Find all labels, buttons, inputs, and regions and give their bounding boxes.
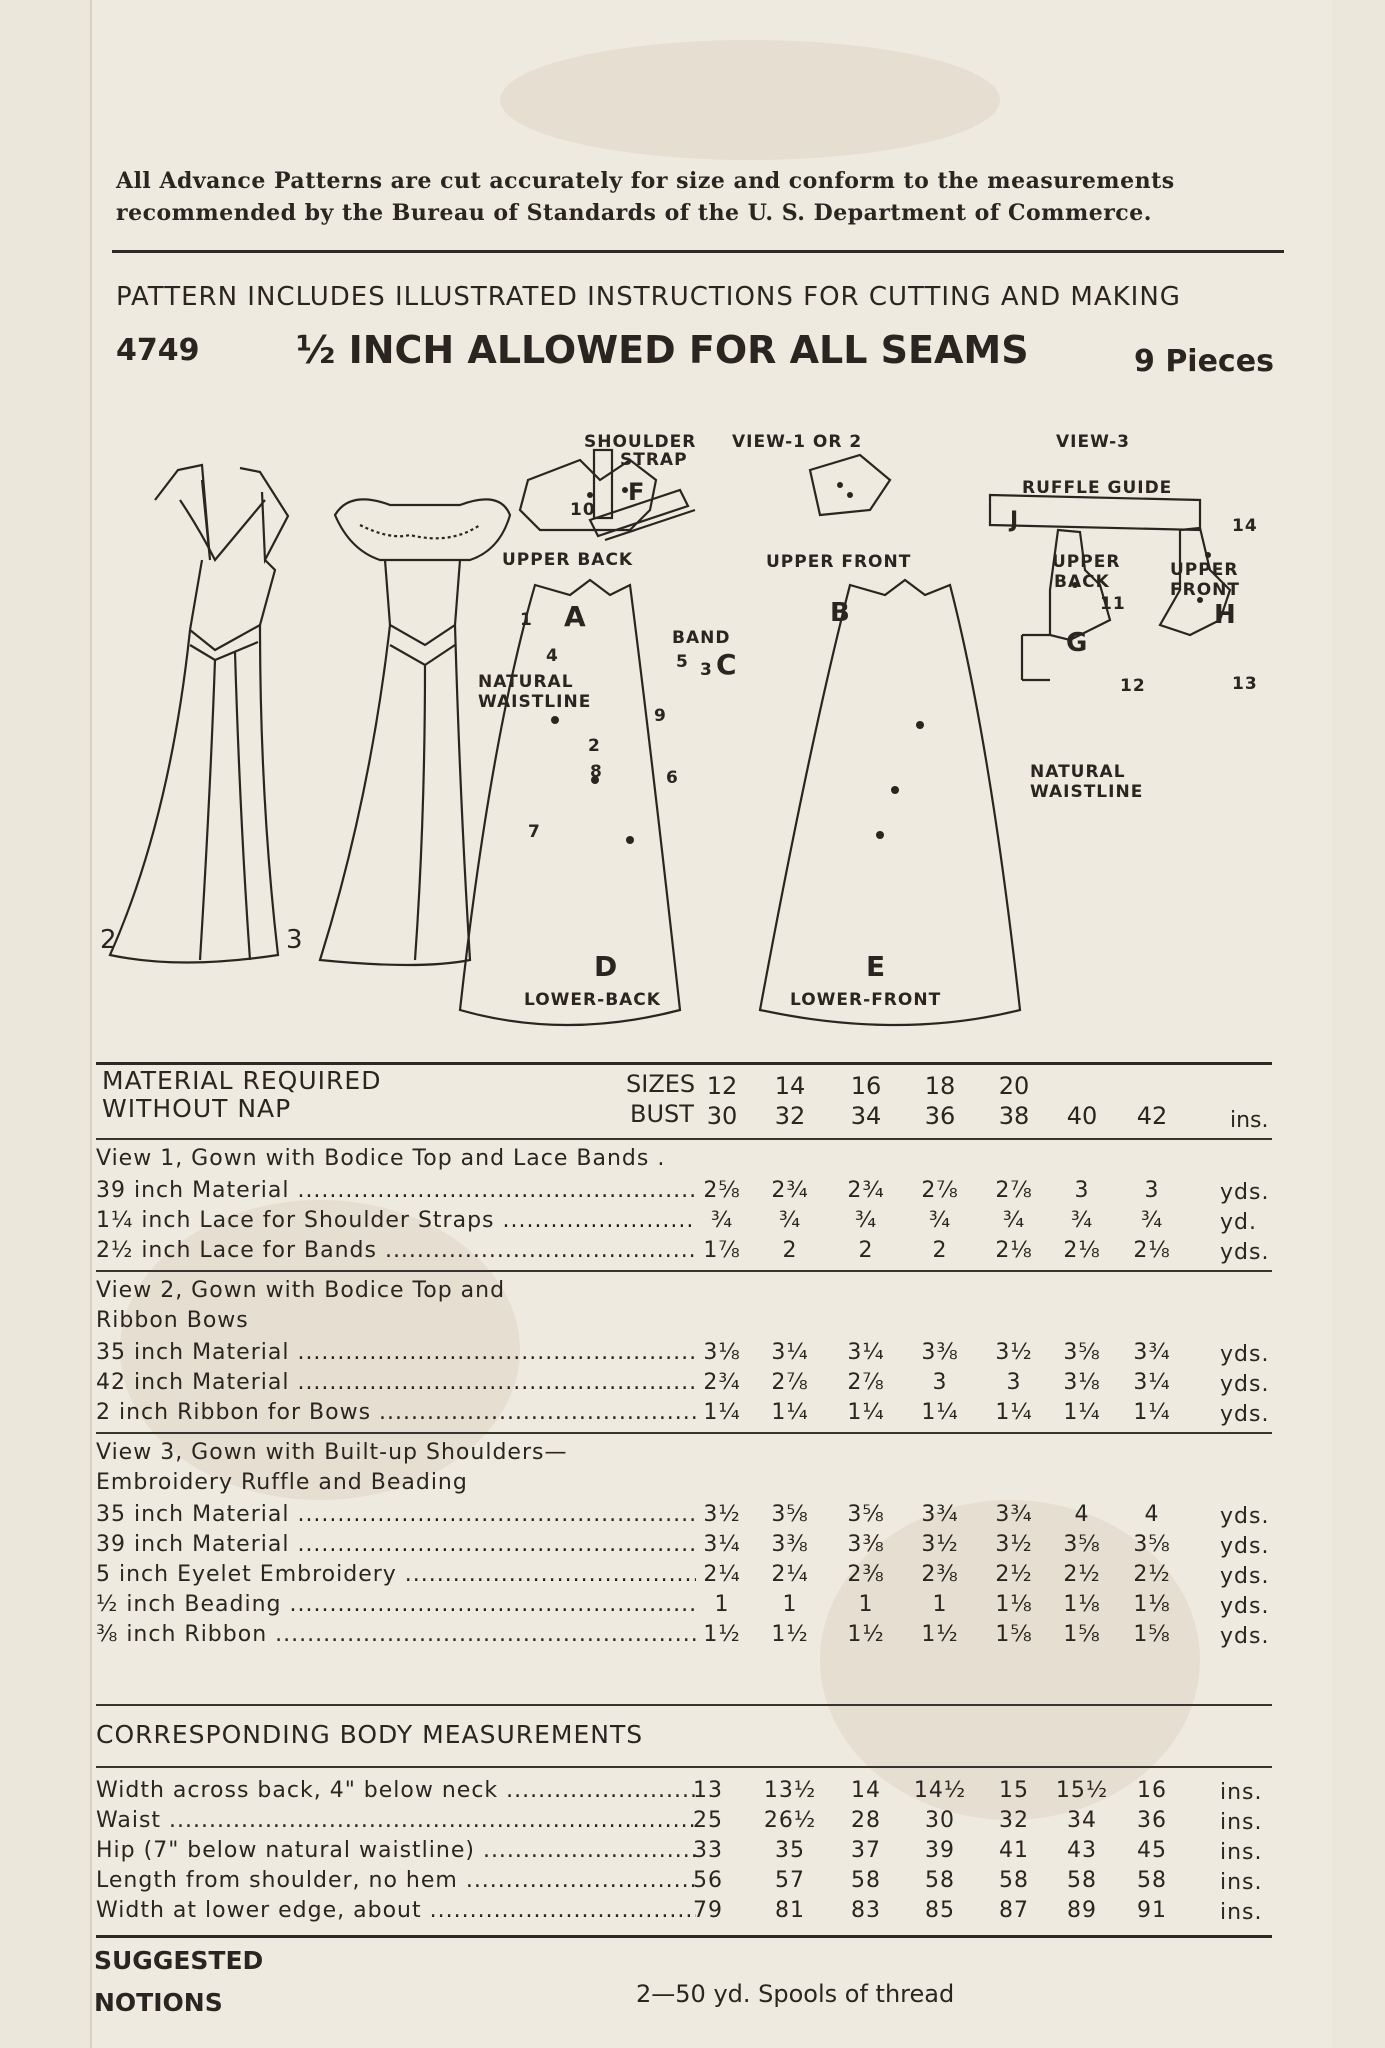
row-value: 26½ [763, 1808, 817, 1833]
row-value: 34 [1067, 1808, 1097, 1833]
row-unit: yds. [1220, 1594, 1270, 1619]
number-10: 10 [570, 500, 596, 520]
row-value: 2 [782, 1238, 798, 1263]
row-value: 1½ [921, 1622, 959, 1647]
label-ruffle-guide: RUFFLE GUIDE [1022, 478, 1173, 498]
row-label: 2½ inch Lace for Bands ..... [96, 1238, 696, 1263]
piece-count: 9 Pieces [1134, 344, 1274, 379]
size-value: 12 [706, 1072, 738, 1100]
measurement-row [96, 1868, 1276, 1898]
row-value: 2¾ [703, 1370, 741, 1395]
row-value: 1⅞ [703, 1238, 741, 1263]
row-unit: yds. [1220, 1402, 1270, 1427]
row-value: 2 [932, 1238, 948, 1263]
section-title: Embroidery Ruffle and Beading [96, 1470, 468, 1495]
row-value: 58 [925, 1868, 955, 1893]
label-upper-front-v3b: FRONT [1170, 580, 1240, 600]
label-piece-h: H [1214, 600, 1237, 630]
body-measurements-table [96, 1778, 1276, 1938]
bust-value: 30 [706, 1102, 738, 1130]
label-view-3: VIEW-3 [1056, 432, 1130, 452]
seam-allowance: ½ INCH ALLOWED FOR ALL SEAMS [296, 328, 1029, 372]
label-piece-d: D [594, 950, 619, 983]
section-divider [96, 1270, 1272, 1272]
number-9: 9 [654, 706, 667, 726]
row-value: 1½ [847, 1622, 885, 1647]
divider [96, 1935, 1272, 1938]
label-piece-j: J [1010, 508, 1020, 533]
material-title-2: WITHOUT NAP [102, 1094, 292, 1123]
label-piece-b: B [830, 598, 851, 628]
row-value: 1⅛ [1063, 1592, 1101, 1617]
view-number-2: 2 [100, 925, 117, 955]
row-unit: yds. [1220, 1624, 1270, 1649]
instructions-note: PATTERN INCLUDES ILLUSTRATED INSTRUCTIONS FOR CUTTING AND MAKING [116, 282, 1181, 312]
row-unit: ins. [1220, 1780, 1263, 1805]
material-row [96, 1238, 1276, 1268]
row-value: 3¼ [847, 1340, 885, 1365]
bust-value: 38 [998, 1102, 1030, 1130]
row-value: 1¼ [921, 1400, 959, 1425]
row-label: 35 inch Material ..... [96, 1502, 696, 1527]
row-value: 4 [1074, 1502, 1090, 1527]
row-value: 16 [1137, 1778, 1167, 1803]
row-value: 3½ [995, 1340, 1033, 1365]
row-value: 28 [851, 1808, 881, 1833]
material-table [96, 1146, 1276, 1706]
row-value: 1 [714, 1592, 730, 1617]
row-value: 1¼ [995, 1400, 1033, 1425]
row-value: 83 [851, 1898, 881, 1923]
row-label: 42 inch Material ..... [96, 1370, 696, 1395]
number-1: 1 [520, 610, 533, 630]
row-value: 58 [851, 1868, 881, 1893]
row-label: Waist ..... [96, 1808, 696, 1833]
row-value: 36 [1137, 1808, 1167, 1833]
standards-line-2: recommended by the Bureau of Standards of the U. S. Department of Commerce. [116, 200, 1152, 226]
row-value: 2⅛ [1063, 1238, 1101, 1263]
row-unit: yds. [1220, 1372, 1270, 1397]
row-label: Width across back, 4" below neck ..... [96, 1778, 696, 1803]
row-value: 4 [1144, 1502, 1160, 1527]
row-value: 3½ [995, 1532, 1033, 1557]
row-value: 14½ [913, 1778, 967, 1803]
row-value: 45 [1137, 1838, 1167, 1863]
row-value: 3¼ [703, 1532, 741, 1557]
label-upper-front-v3a: UPPER [1170, 560, 1239, 580]
row-value: 2⅛ [1133, 1238, 1171, 1263]
row-value: 81 [775, 1898, 805, 1923]
row-value: 35 [775, 1838, 805, 1863]
row-value: 1½ [703, 1622, 741, 1647]
material-title-1: MATERIAL REQUIRED [102, 1066, 382, 1095]
row-label: 35 inch Material ..... [96, 1340, 696, 1365]
row-value: 3¾ [1133, 1340, 1171, 1365]
measurement-row [96, 1778, 1276, 1808]
row-value: 1⅝ [995, 1622, 1033, 1647]
row-value: 57 [775, 1868, 805, 1893]
row-label: 2 inch Ribbon for Bows ..... [96, 1400, 696, 1425]
row-value: 14 [851, 1778, 881, 1803]
bust-value: 36 [924, 1102, 956, 1130]
row-unit: yds. [1220, 1534, 1270, 1559]
label-piece-f: F [628, 478, 646, 506]
row-value: 13 [693, 1778, 723, 1803]
label-piece-e: E [866, 950, 887, 983]
row-label: Length from shoulder, no hem ..... [96, 1868, 696, 1893]
bust-value: 40 [1066, 1102, 1098, 1130]
row-value: ¾ [1070, 1208, 1094, 1233]
row-value: 1 [782, 1592, 798, 1617]
row-value: 41 [999, 1838, 1029, 1863]
row-value: 3⅝ [1133, 1532, 1171, 1557]
row-value: 91 [1137, 1898, 1167, 1923]
row-value: 39 [925, 1838, 955, 1863]
label-piece-g: G [1066, 628, 1089, 658]
bust-value: 34 [850, 1102, 882, 1130]
row-unit: yds. [1220, 1342, 1270, 1367]
row-value: 3⅛ [703, 1340, 741, 1365]
label-upper-v3: UPPER [1052, 552, 1121, 572]
number-4: 4 [546, 646, 559, 666]
piece-d-lower-back [460, 580, 680, 1025]
label-view-1-or-2: VIEW-1 OR 2 [732, 432, 863, 452]
label-back-v3: BACK [1054, 572, 1110, 592]
row-value: 43 [1067, 1838, 1097, 1863]
sizes-label: SIZES [626, 1070, 696, 1098]
label-lower-front: LOWER-FRONT [790, 990, 942, 1010]
row-value: 3½ [703, 1502, 741, 1527]
row-value: 3⅝ [847, 1502, 885, 1527]
row-value: ¾ [1002, 1208, 1026, 1233]
row-value: 58 [1067, 1868, 1097, 1893]
body-measurements-title: CORRESPONDING BODY MEASUREMENTS [96, 1720, 644, 1749]
row-value: 2⅞ [847, 1370, 885, 1395]
number-5: 5 [676, 652, 689, 672]
row-unit: yds. [1220, 1240, 1270, 1265]
number-12: 12 [1120, 676, 1146, 696]
row-label: Hip (7" below natural waistline) ..... [96, 1838, 696, 1863]
row-value: 3¾ [995, 1502, 1033, 1527]
row-value: 58 [999, 1868, 1029, 1893]
number-14: 14 [1232, 516, 1258, 536]
row-value: 87 [999, 1898, 1029, 1923]
row-value: 2⅞ [771, 1370, 809, 1395]
row-value: 56 [693, 1868, 723, 1893]
number-8: 8 [590, 762, 603, 782]
size-value: 18 [924, 1072, 956, 1100]
row-value: 15 [999, 1778, 1029, 1803]
label-natural-v3: NATURAL [1030, 762, 1126, 782]
row-value: 1⅝ [1133, 1622, 1171, 1647]
row-unit: ins. [1220, 1870, 1263, 1895]
material-row [96, 1502, 1276, 1532]
row-value: 85 [925, 1898, 955, 1923]
row-value: 1½ [771, 1622, 809, 1647]
row-value: 1⅛ [1133, 1592, 1171, 1617]
row-value: 3⅜ [847, 1532, 885, 1557]
size-value: 16 [850, 1072, 882, 1100]
row-value: 2⅜ [847, 1562, 885, 1587]
bust-label: BUST [630, 1100, 694, 1128]
row-value: 1¼ [1063, 1400, 1101, 1425]
row-value: 1⅛ [995, 1592, 1033, 1617]
divider [96, 1138, 1272, 1140]
number-7: 7 [528, 822, 541, 842]
piece-f-strap [594, 450, 612, 518]
row-value: 3⅝ [1063, 1532, 1101, 1557]
row-label: 5 inch Eyelet Embroidery ..... [96, 1562, 696, 1587]
gown-view-2-illustration [110, 465, 288, 963]
row-value: 32 [999, 1808, 1029, 1833]
row-value: 2½ [1063, 1562, 1101, 1587]
row-value: 1¼ [703, 1400, 741, 1425]
row-value: 37 [851, 1838, 881, 1863]
row-value: 3⅝ [771, 1502, 809, 1527]
section-title: View 3, Gown with Built-up Shoulders— [96, 1440, 568, 1465]
divider [96, 1704, 1272, 1706]
row-label: 39 inch Material ..... [96, 1178, 696, 1203]
row-value: 3½ [921, 1532, 959, 1557]
material-row [96, 1532, 1276, 1562]
row-value: 30 [925, 1808, 955, 1833]
row-value: 3¾ [921, 1502, 959, 1527]
number-11: 11 [1100, 594, 1126, 614]
row-value: ¾ [778, 1208, 802, 1233]
row-value: 33 [693, 1838, 723, 1863]
row-unit: yds. [1220, 1180, 1270, 1205]
label-shoulder: SHOULDER [584, 432, 697, 452]
row-label: ⅜ inch Ribbon ..... [96, 1622, 696, 1647]
row-value: 1¼ [1133, 1400, 1171, 1425]
row-value: ¾ [710, 1208, 734, 1233]
size-value: 14 [774, 1072, 806, 1100]
label-upper-back: UPPER BACK [502, 550, 634, 570]
bust-value: 42 [1136, 1102, 1168, 1130]
label-natural: NATURAL [478, 672, 574, 692]
row-label: 39 inch Material ..... [96, 1532, 696, 1557]
row-value: 58 [1137, 1868, 1167, 1893]
divider [112, 250, 1284, 253]
size-value: 20 [998, 1072, 1030, 1100]
material-row [96, 1592, 1276, 1622]
row-unit: yd. [1220, 1210, 1257, 1235]
paper-stain [500, 40, 1000, 160]
measurement-row [96, 1838, 1276, 1868]
piece-e-lower-front [760, 580, 1020, 1025]
label-piece-a: A [564, 600, 587, 633]
material-row [96, 1178, 1276, 1208]
row-value: 3 [1074, 1178, 1090, 1203]
label-upper-front: UPPER FRONT [766, 552, 912, 572]
row-value: 2 [858, 1238, 874, 1263]
label-waistline: WAISTLINE [478, 692, 592, 712]
row-value: 2⅞ [921, 1178, 959, 1203]
row-value: 3⅜ [771, 1532, 809, 1557]
divider [96, 1766, 1272, 1768]
label-waistline-v3: WAISTLINE [1030, 782, 1144, 802]
material-row [96, 1622, 1276, 1652]
row-label: Width at lower edge, about ..... [96, 1898, 696, 1923]
row-value: ¾ [928, 1208, 952, 1233]
row-value: 2⅞ [995, 1178, 1033, 1203]
row-unit: ins. [1220, 1810, 1263, 1835]
row-value: 3 [932, 1370, 948, 1395]
row-value: 2½ [1133, 1562, 1171, 1587]
material-row [96, 1340, 1276, 1370]
row-value: 2⅛ [995, 1238, 1033, 1263]
sizes-row [0, 1072, 1385, 1102]
section-title: Ribbon Bows [96, 1308, 249, 1333]
section-title: View 1, Gown with Bodice Top and Lace Bands . [96, 1146, 666, 1171]
material-row [96, 1562, 1276, 1592]
gown-view-3-illustration [320, 499, 510, 965]
row-label: ½ inch Beading ..... [96, 1592, 696, 1617]
row-value: 2⅝ [703, 1178, 741, 1203]
number-2: 2 [588, 736, 601, 756]
notions-label-1: SUGGESTED [94, 1946, 264, 1975]
row-value: 2¼ [703, 1562, 741, 1587]
section-title: View 2, Gown with Bodice Top and [96, 1278, 506, 1303]
row-value: 1 [932, 1592, 948, 1617]
row-value: 3⅝ [1063, 1340, 1101, 1365]
row-unit: yds. [1220, 1504, 1270, 1529]
row-value: 1¼ [771, 1400, 809, 1425]
label-piece-c: C [716, 648, 738, 681]
row-value: 15½ [1055, 1778, 1109, 1803]
bust-value: 32 [774, 1102, 806, 1130]
row-value: 3⅛ [1063, 1370, 1101, 1395]
view-number-3: 3 [286, 925, 303, 955]
row-value: 1¼ [847, 1400, 885, 1425]
measurement-row [96, 1898, 1276, 1928]
notions-text: 2—50 yd. Spools of thread [636, 1980, 955, 2008]
row-value: 89 [1067, 1898, 1097, 1923]
row-unit: ins. [1220, 1900, 1263, 1925]
row-value: 2¼ [771, 1562, 809, 1587]
pattern-number: 4749 [116, 333, 200, 368]
material-row [96, 1370, 1276, 1400]
row-value: 2¾ [847, 1178, 885, 1203]
number-6: 6 [666, 768, 679, 788]
row-value: 3⅜ [921, 1340, 959, 1365]
row-value: 2⅜ [921, 1562, 959, 1587]
row-value: 79 [693, 1898, 723, 1923]
row-value: ¾ [854, 1208, 878, 1233]
row-value: 25 [693, 1808, 723, 1833]
label-lower-back: LOWER-BACK [524, 990, 661, 1010]
row-value: 3¼ [771, 1340, 809, 1365]
row-value: 3 [1144, 1178, 1160, 1203]
material-row [96, 1208, 1276, 1238]
material-row [96, 1400, 1276, 1430]
row-unit: yds. [1220, 1564, 1270, 1589]
row-value: 2½ [995, 1562, 1033, 1587]
ins-label: ins. [1230, 1108, 1269, 1133]
row-unit: ins. [1220, 1840, 1263, 1865]
piece-b-upper-front [810, 455, 890, 515]
measurement-row [96, 1808, 1276, 1838]
row-value: 3¼ [1133, 1370, 1171, 1395]
notions-label-2: NOTIONS [94, 1988, 223, 2017]
number-13: 13 [1232, 674, 1258, 694]
row-value: 3 [1006, 1370, 1022, 1395]
row-value: 1 [858, 1592, 874, 1617]
number-3: 3 [700, 660, 713, 680]
standards-line-1: All Advance Patterns are cut accurately for size and conform to the measurements [116, 168, 1175, 194]
bust-row [0, 1102, 1385, 1132]
row-value: 13½ [763, 1778, 817, 1803]
row-value: 2¾ [771, 1178, 809, 1203]
row-value: ¾ [1140, 1208, 1164, 1233]
label-band: BAND [672, 628, 731, 648]
pattern-diagram [90, 420, 1330, 1040]
section-divider [96, 1432, 1272, 1434]
row-label: 1¼ inch Lace for Shoulder Straps ..... [96, 1208, 696, 1233]
piece-j-ruffle-guide [990, 495, 1200, 530]
divider [96, 1062, 1272, 1065]
label-strap: STRAP [620, 450, 688, 470]
row-value: 1⅝ [1063, 1622, 1101, 1647]
